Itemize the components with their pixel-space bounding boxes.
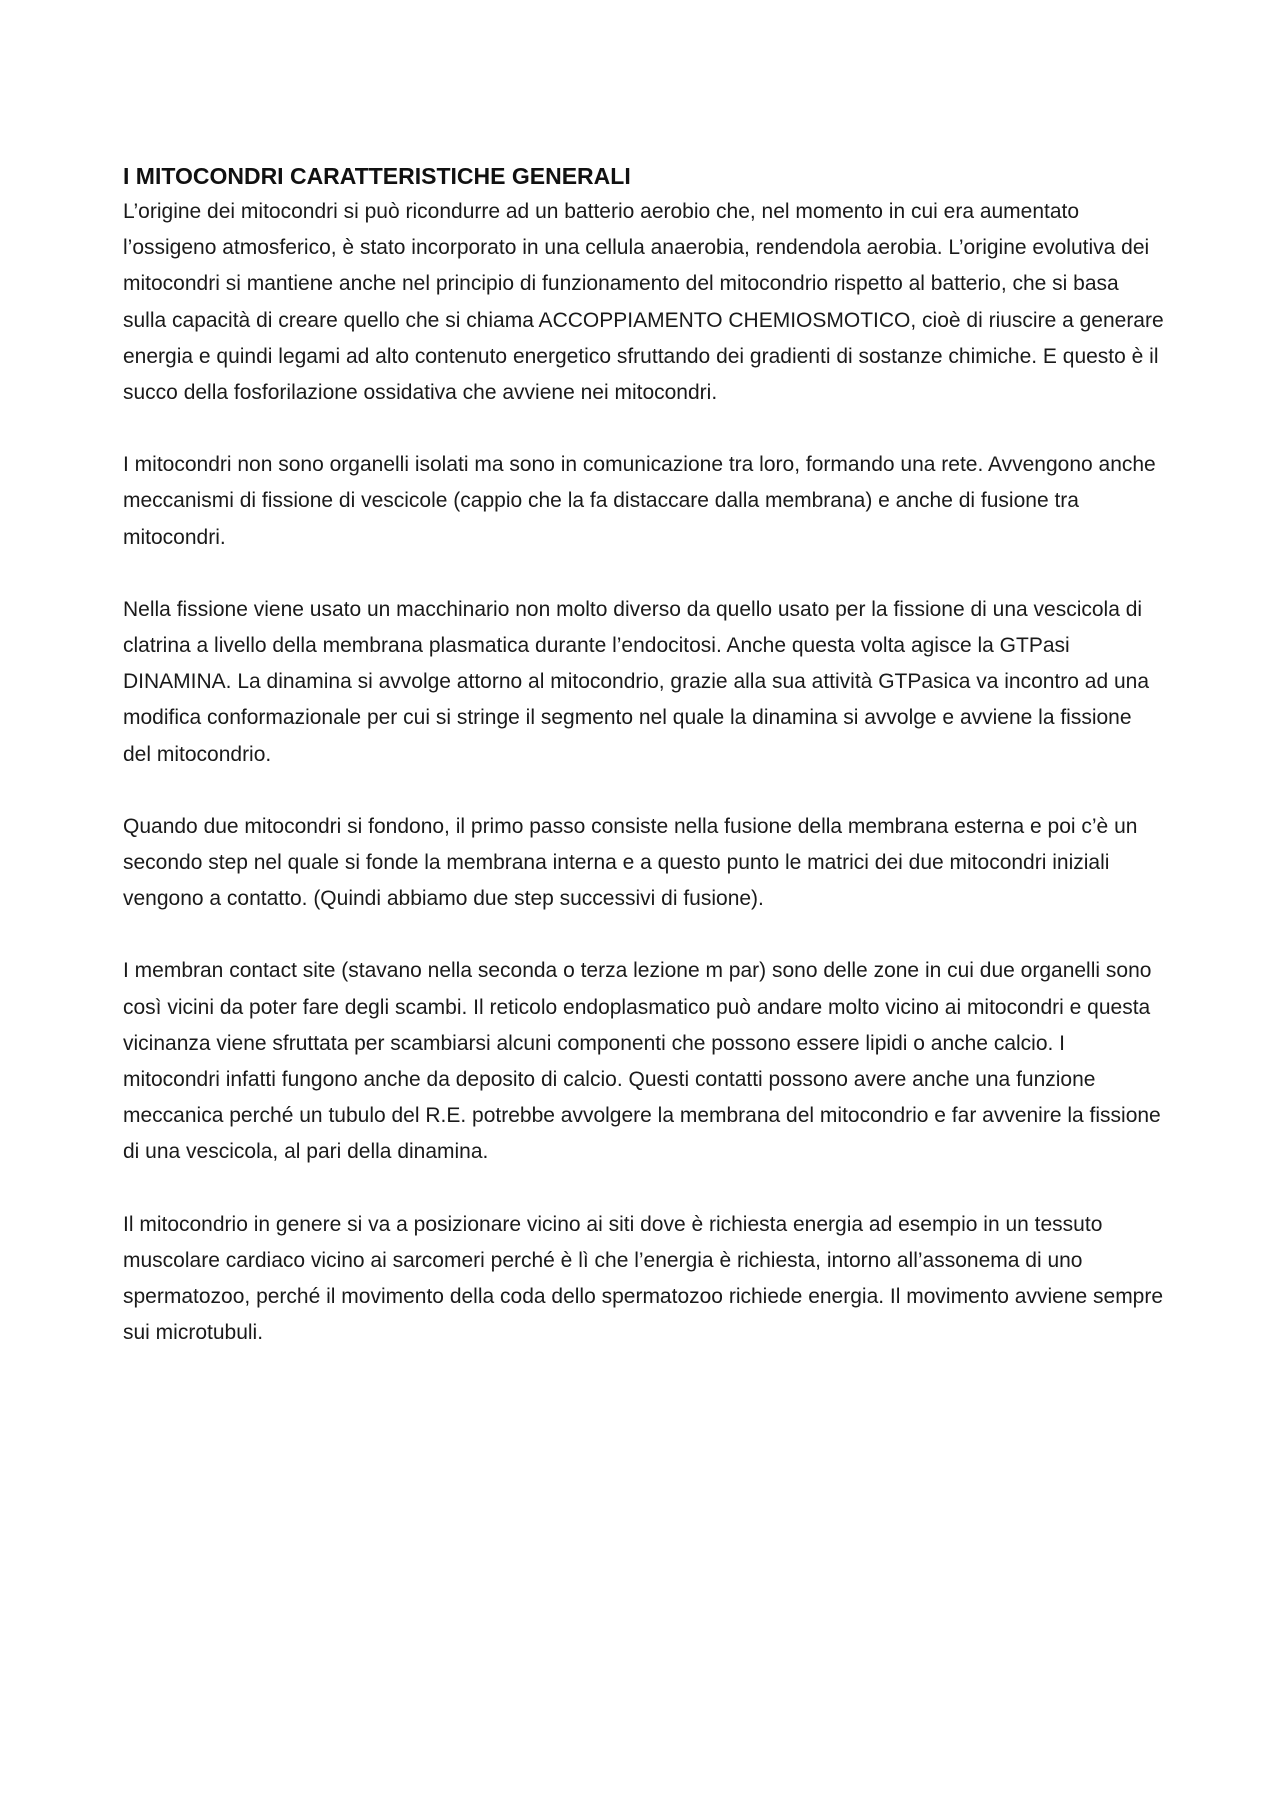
paragraph-network: I mitocondri non sono organelli isolati ma sono in comunicazione tra loro, formando una rete. Avvengono anche meccanismi di fissione di vescicole (cappio che la fa distaccare dalla membrana) e anche di fusione tra mitocondri. bbox=[123, 453, 1156, 549]
paragraph-fission: Nella fissione viene usato un macchinario non molto diverso da quello usato per la fissione di una vescicola di clatrina a livello della membrana plasmatica durante l’endocitosi. Anche questa volta agisce la GTPasi DINAMINA. La dinamina si avvolge attorno al mitocondrio, grazie alla sua attività GTPasica va incontro ad una modifica conformazionale per cui si stringe il segmento nel quale la dinamina si avvolge e avviene la fissione del mitocondrio. bbox=[123, 597, 1150, 766]
paragraph-origin: L’origine dei mitocondri si può ricondurre ad un batterio aerobio che, nel momento in cui era aumentato l’ossigeno atmosferico, è stato incorporato in una cellula anaerobia, rendendola aerobia. L’origine evolutiva dei mitocondri si mantiene anche nel principio di funzionamento del mitocondrio rispetto al batterio, che si basa sulla capacità di creare quello che si chiama ACCOPPIAMENTO CHEMIOSMOTICO, cioè di riuscire a generare energia e quindi legami ad alto contenuto energetico sfruttando dei gradienti di sostanze chimiche. E questo è il succo della fosforilazione ossidativa che avviene nei mitocondri. bbox=[123, 200, 1164, 405]
paragraph-positioning: Il mitocondrio in genere si va a posizionare vicino ai siti dove è richiesta energia ad esempio in un tessuto muscolare cardiaco vicino ai sarcomeri perché è lì che l’energia è richiesta, intorno all’assonema di uno spermatozoo, perché il movimento della coda dello spermatozoo richiede energia. Il movimento avviene sempre sui microtubuli. bbox=[123, 1212, 1164, 1345]
document-page bbox=[123, 158, 1165, 1387]
paragraph-contact-sites: I membran contact site (stavano nella seconda o terza lezione m par) sono delle zone in cui due organelli sono così vicini da poter fare degli scambi. Il reticolo endoplasmatico può andare molto vicino ai mitocondri e questa vicinanza viene sfruttata per scambiarsi alcuni componenti che possono essere lipidi o anche calcio. I mitocondri infatti fungono anche da deposito di calcio. Questi contatti possono avere anche una funzione meccanica perché un tubulo del R.E. potrebbe avvolgere la membrana del mitocondrio e far avvenire la fissione di una vescicola, al pari della dinamina. bbox=[123, 959, 1161, 1164]
document-title: I MITOCONDRI CARATTERISTICHE GENERALI bbox=[123, 163, 631, 189]
paragraph-fusion: Quando due mitocondri si fondono, il primo passo consiste nella fusione della membrana esterna e poi c’è un secondo step nel quale si fonde la membrana interna e a questo punto le matrici dei due mitocondri iniziali vengono a contatto. (Quindi abbiamo due step successivi di fusione). bbox=[123, 814, 1138, 911]
